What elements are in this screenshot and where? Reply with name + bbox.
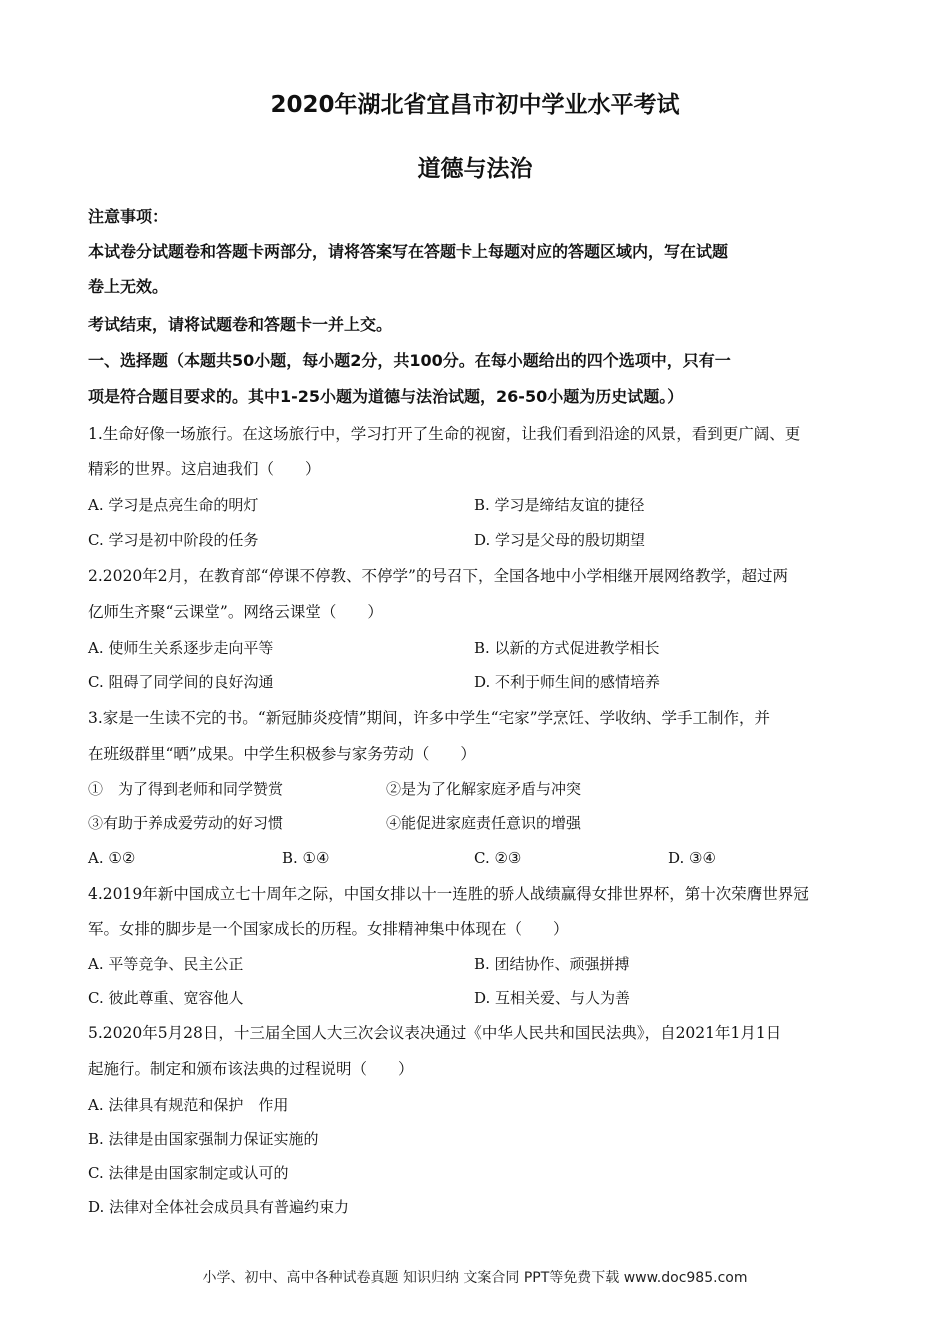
option: A. 法律具有规范和保护 作用 <box>88 1096 289 1114</box>
notes-heading: 注意事项： <box>88 207 169 226</box>
option: C. 阻碍了同学间的良好沟通 <box>88 673 274 691</box>
notes-line: 本试卷分试题卷和答题卡两部分，请将答案写在答题卡上每题对应的答题区域内，写在试题 <box>88 242 729 261</box>
question-stem: 2.2020年2月，在教育部“停课不停教、不停学”的号召下，全国各地中小学相继开展网络教学，超过两 <box>88 567 788 585</box>
option: C. 法律是由国家制定或认可的 <box>88 1164 289 1182</box>
option: D. 学习是父母的殷切期望 <box>474 531 646 549</box>
option: C. 彼此尊重、宽容他人 <box>88 989 244 1007</box>
option: A. 学习是点亮生命的明灯 <box>88 496 259 514</box>
notes-line: 卷上无效。 <box>88 277 169 296</box>
question-stem: 亿师生齐聚“云课堂”。网络云课堂（ ） <box>88 603 383 621</box>
option: D. ③④ <box>668 849 716 867</box>
question-stem: 3.家是一生读不完的书。“新冠肺炎疫情”期间，许多中学生“宅家”学烹饪、学收纳、学手工制作，并 <box>88 709 770 727</box>
option: B. 团结协作、顽强拼搏 <box>474 955 630 973</box>
statement-item: ④能促进家庭责任意识的增强 <box>386 814 582 832</box>
option: B. ①④ <box>282 849 330 867</box>
option: A. ①② <box>88 849 136 867</box>
option: D. 法律对全体社会成员具有普遍约束力 <box>88 1198 350 1216</box>
question-stem: 精彩的世界。这启迪我们（ ） <box>88 460 321 478</box>
notes-line: 考试结束，请将试题卷和答题卡一并上交。 <box>88 315 393 334</box>
subject-title: 道德与法治 <box>417 156 533 182</box>
question-stem: 起施行。制定和颁布该法典的过程说明（ ） <box>88 1060 414 1078</box>
exam-title: 2020年湖北省宜昌市初中学业水平考试 <box>270 92 680 118</box>
option: D. 不利于师生间的感情培养 <box>474 673 661 691</box>
question-stem: 军。女排的脚步是一个国家成长的历程。女排精神集中体现在（ ） <box>88 920 569 938</box>
option: D. 互相关爱、与人为善 <box>474 989 631 1007</box>
section-heading: 一、选择题（本题共50小题，每小题2分，共100分。在每小题给出的四个选项中，只有一 <box>88 351 731 370</box>
statement-item: ③有助于养成爱劳动的好习惯 <box>88 814 284 832</box>
option: C. ②③ <box>474 849 522 867</box>
option: C. 学习是初中阶段的任务 <box>88 531 259 549</box>
option: B. 学习是缔结友谊的捷径 <box>474 496 645 514</box>
question-stem: 在班级群里“晒”成果。中学生积极参与家务劳动（ ） <box>88 745 476 763</box>
statement-item: ① 为了得到老师和同学赞赏 <box>88 780 284 798</box>
option: B. 法律是由国家强制力保证实施的 <box>88 1130 319 1148</box>
statement-item: ②是为了化解家庭矛盾与冲突 <box>386 780 582 798</box>
question-stem: 4.2019年新中国成立七十周年之际，中国女排以十一连胜的骄人战绩赢得女排世界杯，第十次荣膺世界冠 <box>88 885 809 903</box>
option: A. 平等竞争、民主公正 <box>88 955 244 973</box>
option: B. 以新的方式促进教学相长 <box>474 639 660 657</box>
option: A. 使师生关系逐步走向平等 <box>88 639 274 657</box>
section-heading: 项是符合题目要求的。其中1-25小题为道德与法治试题，26-50小题为历史试题。） <box>88 387 684 406</box>
question-stem: 1.生命好像一场旅行。在这场旅行中，学习打开了生命的视窗，让我们看到沿途的风景，看到更广阔、更 <box>88 425 801 443</box>
page-footer: 小学、初中、高中各种试卷真题 知识归纳 文案合同 PPT等免费下载 www.doc985.com <box>202 1270 748 1286</box>
question-stem: 5.2020年5月28日，十三届全国人大三次会议表决通过《中华人民共和国民法典》，自2021年1月1日 <box>88 1024 782 1042</box>
